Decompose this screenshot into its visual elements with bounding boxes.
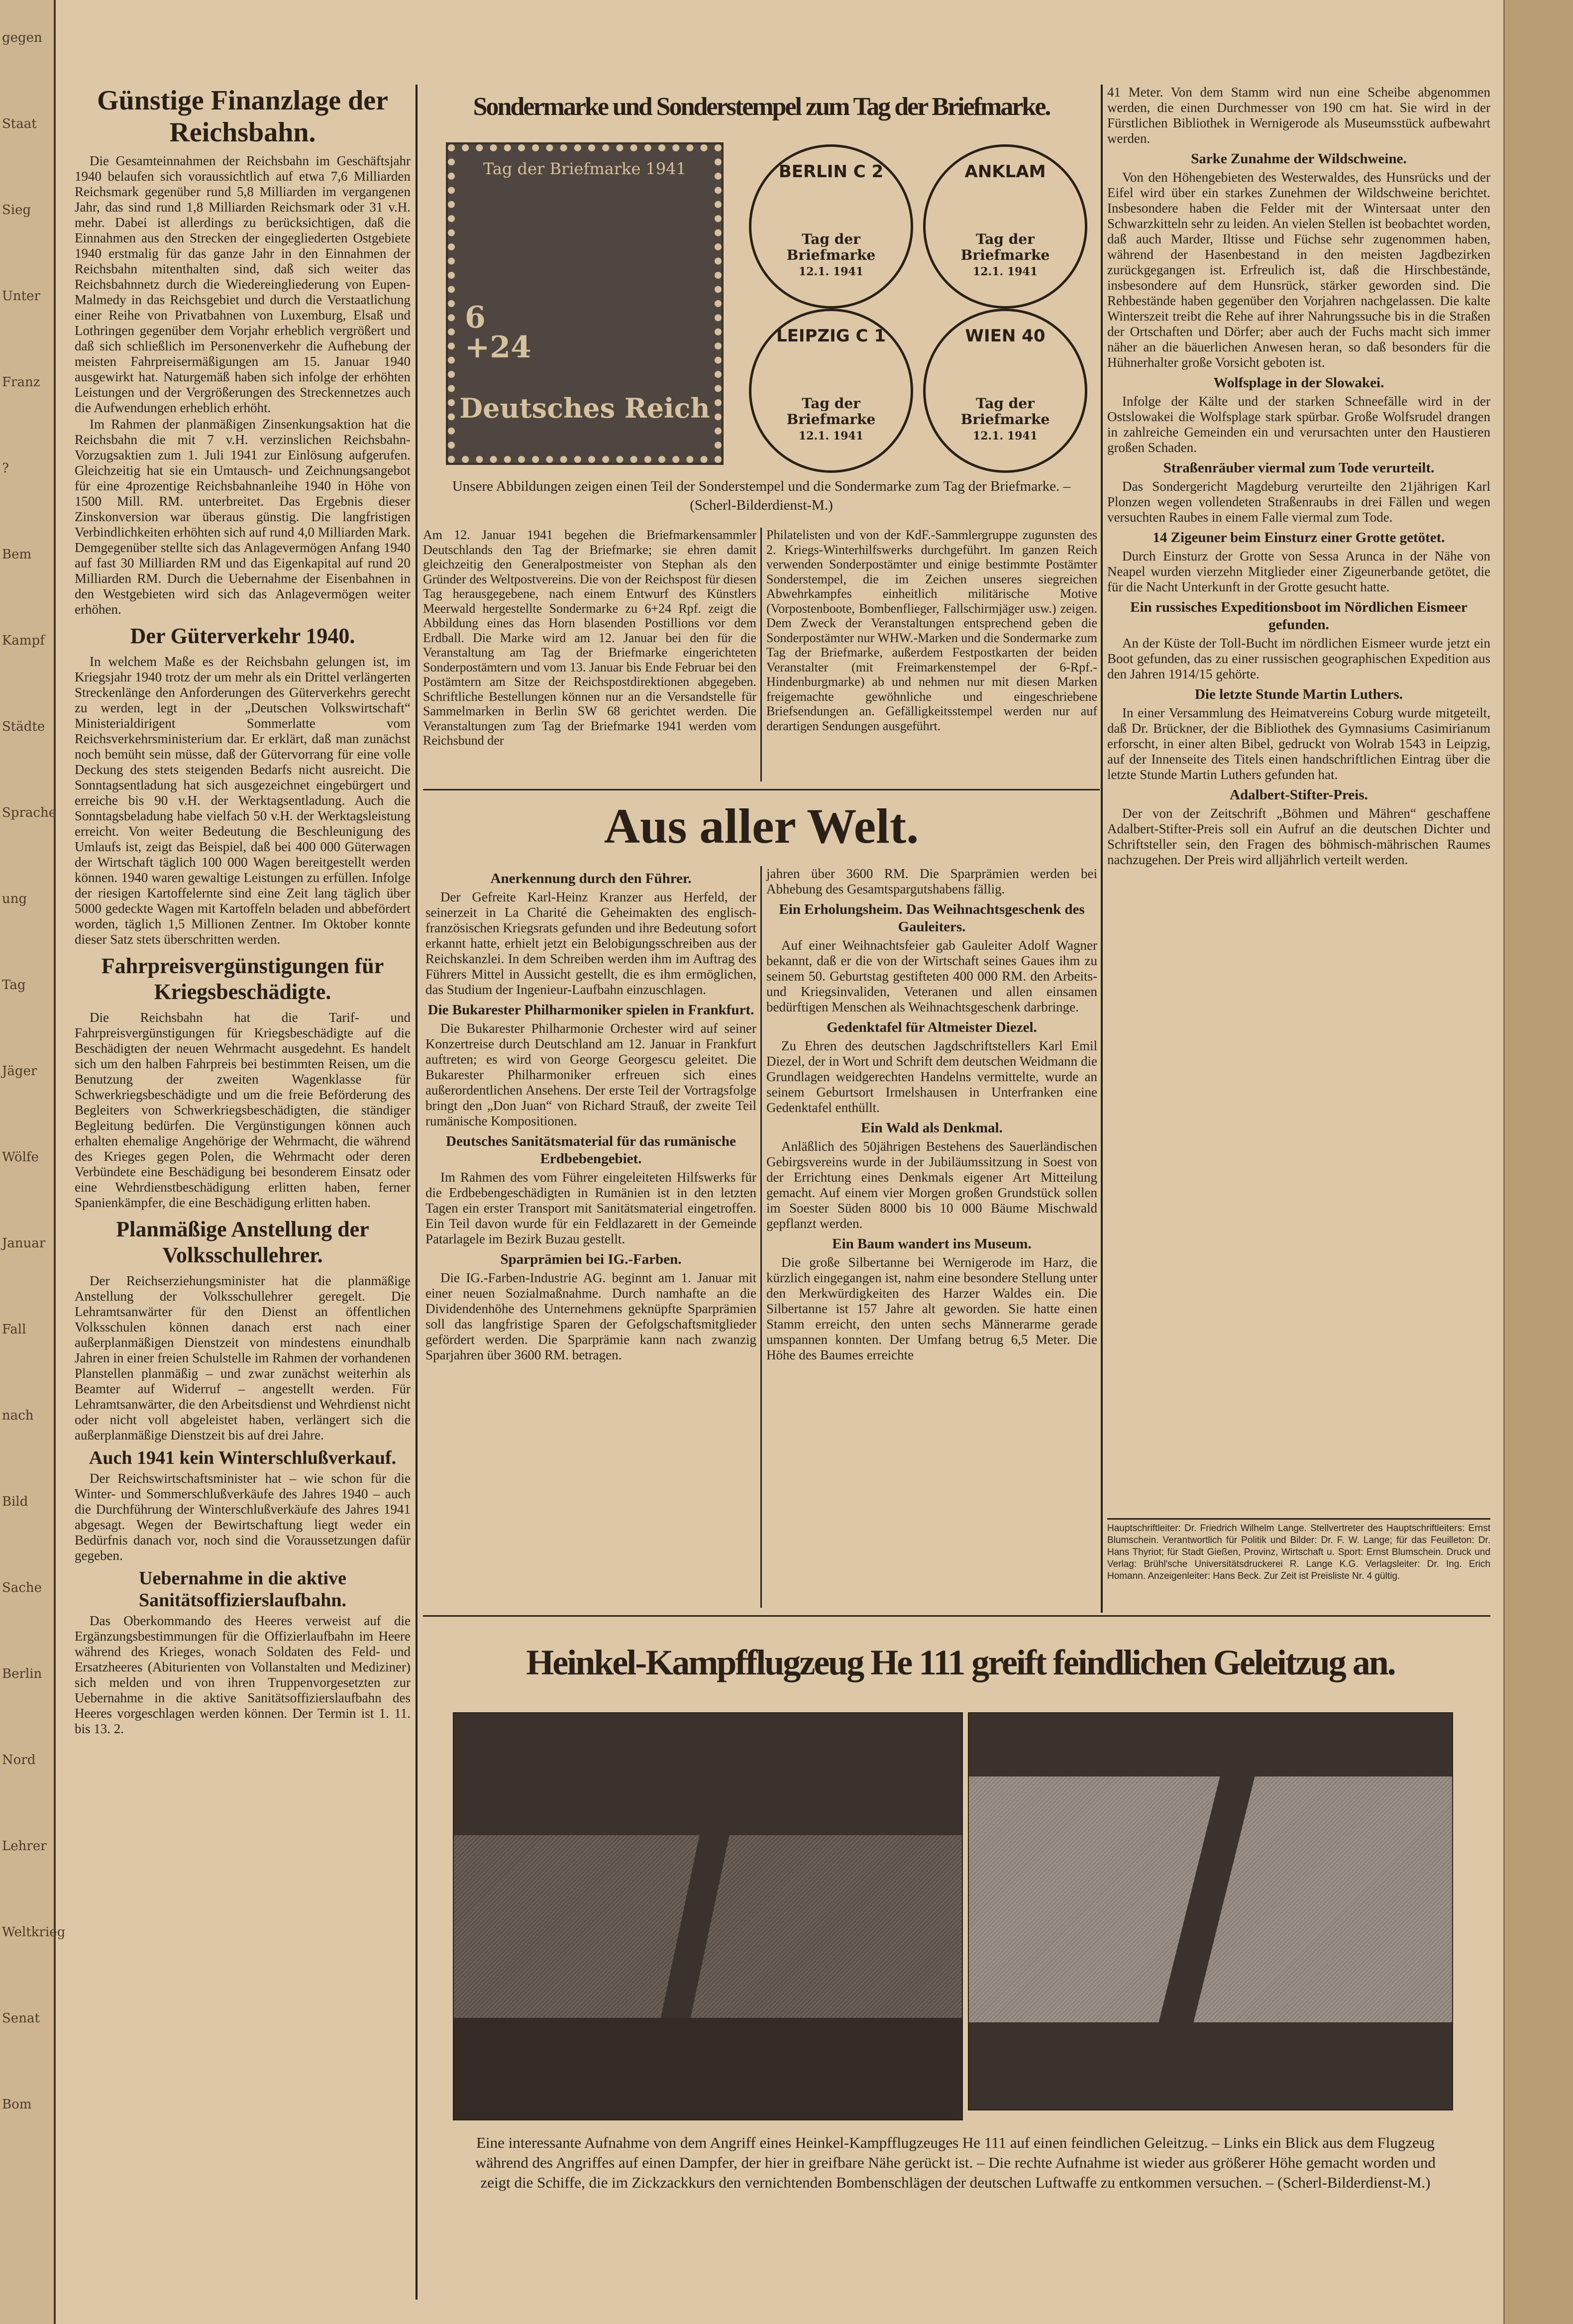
adjacent-page-edge — [0, 0, 66, 2324]
article-text: An der Küste der Toll-Bucht im nördlichen Eismeer wurde jetzt ein Boot gefunden, das zu einer russischen geographischen Expedition aus den Jahren 1914/15 gehörte. — [1107, 636, 1490, 681]
fragment: Lehrer — [2, 1839, 47, 1854]
article-heading: Ein Erholungsheim. Das Weihnachtsgeschenk des Gauleiters. — [779, 901, 1085, 935]
fragment: Jäger — [2, 1064, 37, 1079]
headline-winterschluss: Auch 1941 kein Winterschlußverkauf. — [89, 1447, 397, 1468]
photo-attack-right — [968, 1712, 1453, 2110]
article-heading: Sarke Zunahme der Wildschweine. — [1191, 151, 1407, 167]
article-text: Zu Ehren des deutschen Jagdschriftstellers Karl Emil Diezel, der in Wort und Schrift dem deutschen Weidmann die Grundlagen weidgerechten Handelns vermittelte, wurde an seinem Geburtsort Irmelshausen in Unterfranken eine Gedenktafel enthüllt. — [766, 1038, 1097, 1115]
article-text: Die IG.-Farben-Industrie AG. beginnt am 1. Januar mit einer neuen Sozialmaßnahme. Durch namhafte an die Dividendenhöhe des Unternehmens geknüpfte Sparprämien soll das langfristige Sparen der Gefolgschaftsmitglieder gefördert werden. Die Sparprämie kann nach zwanzig Sparjahren über 3600 RM. betragen. — [425, 1270, 756, 1362]
headline-gueterverkehr: Der Güterverkehr 1940. — [130, 624, 355, 648]
fragment: Fall — [2, 1322, 26, 1337]
headline-finanzlage: Günstige Finanzlage der Reichsbahn. — [97, 85, 388, 148]
fragment: Januar — [2, 1236, 46, 1251]
stamp-bottom-text: Deutsches Reich — [459, 392, 710, 424]
fragment: Bem — [2, 547, 32, 562]
fragment: Staat — [2, 116, 37, 131]
article-heading: Ein russisches Expeditionsboot im Nördlichen Eismeer gefunden. — [1130, 599, 1468, 633]
fragment: Nord — [2, 1753, 36, 1768]
fragment: Kampf — [2, 633, 45, 648]
fragment: Unter — [2, 289, 40, 304]
stamp-value: 6 +24 — [465, 300, 531, 365]
column-rule — [416, 85, 418, 2300]
stamp-text-a: Am 12. Januar 1941 begehen die Briefmarkensammler Deutschlands den Tag der Briefmarke; sie ehren damit gleichzeitig den Generalpostmeister von Stephan als den Gründer des Weltpostvereins. Die von der Reichspost für diesen Tag herausgegebene, nach einem Entwurf des Künstlers Meerwald hergestellte Sondermarke zu 6+24 Rpf. zeigt die Abbildung eines das Horn blasenden Postillions vor dem Erdball. Die Marke wird am 12. Januar bei den für die Veranstaltung am Tag der Briefmarke eingerichteten Sonderpostämtern und vom 13. Januar bis Ende Februar bei den Postämtern am Sitze der Reichspostdirektionen abgegeben. Schriftliche Bestellungen können nur an die Versandstelle für Sammelmarken in Berlin SW 68 gerichtet werden. Die Veranstaltungen zum Tag der Briefmarke 1941 werden vom Reichsbund der — [423, 528, 756, 748]
fragment: Bild — [2, 1494, 28, 1509]
section-rule — [423, 1615, 1490, 1617]
article-text: Durch Einsturz der Grotte von Sessa Arunca in der Nähe von Neapel wurden vierzehn Mitglieder einer Zigeunerbande getötet, die für die Nacht Unterkunft in der Grotte gesucht hatte. — [1107, 549, 1490, 594]
paragraph: Im Rahmen der planmäßigen Zinsenkungsaktion hat die Reichsbahn die mit 7 v.H. verzinslichen Reichsbahn-Vorzugsaktien zum 1. Juli 1941 zur Einlösung aufgerufen. Gleichzeitig hat sie ein Umtausch- und Zeichnungsangebot für eine 4prozentige Reichsbahnanleihe 1940 in Höhe von 1500 Mill. RM. unterbreitet. Das Ergebnis dieser Zinskonversion war überaus günstig. Die langfristigen Verbindlichkeiten erhöhten sich auf rund 4,0 Milliarden Mark. Demgegenüber stellte sich das Anlagevermögen Anfang 1940 auf fast 30 Milliarden RM und das Eigenkapital auf rund 20 Milliarden RM. Durch die Uebernahme der Eisenbahnen in den Westgebieten wird sich das Anlagevermögen weiter erhöhen. — [75, 417, 411, 617]
article-text: Anläßlich des 50jährigen Bestehens des Sauerländischen Gebirgsvereins wurde in der Jubiläumssitzung in Soest von der Errichtung eines Denkmals eigener Art Mitteilung gemacht. Auf einem vier Morgen großen Grundstück sollen im Soester Süden 8000 bis 10 000 Bäume Mischwald gepflanzt werden. — [766, 1139, 1097, 1231]
article-heading: Ein Wald als Denkmal. — [861, 1120, 1003, 1136]
binding-edge — [1503, 0, 1573, 2324]
fragment: ? — [2, 461, 9, 476]
stamp-text-b: Philatelisten und von der KdF.-Sammlergruppe zugunsten des 2. Kriegs-Winterhilfswerks durchgeführt. Im ganzen Reich verwenden Sonderpostämter und einige bestimmte Postämter Sonderstempel, die im Zeichen unseres siegreichen Abwehrkampfes einheitlich militärische Motive (Vorpostenboote, Bombenflieger, Fallschirmjäger usw.) zeigen. Dem Zweck der Veranstaltungen entsprechend geben die Sonderpostämter nur WHW.-Marken und die Sondermarke zum Tag der Briefmarke, außerdem Festpostkarten der beiden Veranstalter (mit Freimarkenstempel der 6-Rpf.-Hindenburgmarke) ab und nehmen nur mit diesen Marken freigemachte gewöhnliche und eingeschriebene Briefsendungen an. Gefälligkeitsstempel werden nur auf derartigen Sendungen ausgeführt. — [766, 528, 1098, 733]
fragment: Franz — [2, 375, 40, 390]
article-heading: Die letzte Stunde Martin Luthers. — [1194, 686, 1403, 702]
photo-attack-left — [453, 1712, 963, 2120]
article-heading: Die Bukarester Philharmoniker spielen in Frankfurt. — [427, 1002, 754, 1018]
stamp-caption: Unsere Abbildungen zeigen einen Teil der Sonderstempel und die Sondermarke zum Tag der Briefmarke. – (Scherl-Bilderdienst-M.) — [452, 478, 1071, 513]
article-text: Infolge der Kälte und der starken Schneefälle wird in der Ostslowakei die Wolfsplage stark spürbar. Große Wolfsrudel drangen in zahlreiche Gemeinden ein und verursachten unter den Haustieren großen Schaden. — [1107, 394, 1490, 455]
article-text: Das Sondergericht Magdeburg verurteilte den 21jährigen Karl Plonzen wegen vollendeten Straßenraubs in drei Fällen und wegen versuchten Raubes in einem Falle viermal zum Tode. — [1107, 479, 1490, 525]
article-heading: Gedenktafel für Altmeister Diezel. — [827, 1019, 1037, 1035]
column-rule — [760, 866, 762, 1608]
heinkel-caption: Eine interessante Aufnahme von dem Angriff eines Heinkel-Kampfflugzeuges He 111 auf einen feindlichen Geleitzug. – Links ein Blick aus dem Flugzeug während des Angriffes auf einen Dampfer, der hier in greifbare Nähe gerückt ist. – Die rechte Aufnahme ist wieder aus größerer Höhe gemacht worden und zeigt die Schiffe, die im Zickzackkurs den vernichtenden Bombenschlägen der deutschen Luftwaffe zu entkommen versuchen. – (Scherl-Bilderdienst-M.) — [475, 2134, 1436, 2191]
postmark-wien: WIEN 40 Tag der Briefmarke 12.1. 1941 — [923, 309, 1087, 473]
paragraph: 41 Meter. Von dem Stamm wird nun eine Scheibe abgenommen werden, die einen Durchmesser von 190 cm hat. Sie wird in der Fürstlichen Bibliothek in Wernigerode als Museumsstück aufbewahrt werden. — [1107, 85, 1490, 146]
article-heading: Straßenräuber viermal zum Tode verurteilt. — [1163, 460, 1435, 476]
postmark-leipzig: LEIPZIG C 1 Tag der Briefmarke 12.1. 1941 — [749, 309, 913, 473]
article-heading: Wolfsplage in der Slowakei. — [1213, 375, 1384, 391]
article-text: jahren über 3600 RM. Die Sparprämien werden bei Abhebung des Gesamtspargutshabens fällig. — [766, 866, 1097, 896]
stamp-image — [448, 144, 722, 463]
stamp-top-text: Tag der Briefmarke 1941 — [483, 159, 686, 178]
article-heading: Anerkennung durch den Führer. — [490, 871, 692, 886]
column-left — [75, 85, 411, 1738]
fragment: Sprache — [2, 805, 57, 820]
headline-sondermarke: Sondermarke und Sonderstempel zum Tag der Briefmarke. — [473, 93, 1050, 121]
headline-heinkel: Heinkel-Kampfflugzeug He 111 greift feindlichen Geleitzug an. — [526, 1643, 1395, 1682]
article-heading: Ein Baum wandert ins Museum. — [832, 1236, 1032, 1252]
fragment: ung — [2, 891, 27, 906]
paragraph: Der Reichserziehungsminister hat die planmäßige Anstellung der Volksschullehrer geregelt. Die Lehramtsanwärter für den Dienst an öffentlichen Volksschulen können danach erst nach einer außerplanmäßigen Dienstzeit von mindestens einundhalb Jahren in einer freien Schulstelle im Rahmen der vorhandenen Planstellen planmäßig – und zwar zunächst weiterhin als Beamter auf Widerruf – angestellt werden. Für Lehramtsanwärter, die den Arbeitsdienst und Wehrdienst nicht oder nicht voll abgeleistet haben, verlängert sich die außerplanmäßige Dienstzeit bis auf drei Jahre. — [75, 1273, 411, 1442]
fragment: Bom — [2, 2097, 32, 2112]
fragment: Wölfe — [2, 1150, 39, 1165]
paragraph: Die Gesamteinnahmen der Reichsbahn im Geschäftsjahr 1940 belaufen sich voraussichtlich auf etwa 7,6 Milliarden Reichsmark gegenüber rund 5,8 Milliarden im vergangenen Jahr, das sind rund 1,8 Milliarden Reichsmark oder 31 v.H. mehr. Dabei ist allerdings zu berücksichtigen, daß die Einnahmen aus den Strecken der eingegliederten Ostgebiete 1940 erstmalig für das ganze Jahr in den Einnahmen der Reichsbahn mitenthalten sind, daß sich weiter das Reichsbahnnetz durch die Wiedereingliederung von Eupen-Malmedy in das Reichsgebiet und durch die Verstaatlichung einer Reihe von Privatbahnen von Luxemburg, Elsaß und Lothringen gegenüber dem Vorjahr erheblich vergrößert und daß sich schließlich im Personenverkehr die Aufhebung der meisten Fahrpreisermäßigungen am 15. Januar 1940 ausgewirkt hat. Naturgemäß haben sich infolge der erhöhten Leistungen und der Vergrößerungen des Streckennetzes auch die Aufwendungen erheblich erhöht. — [75, 153, 411, 415]
column-rule — [760, 528, 762, 781]
fragment: nach — [2, 1408, 34, 1423]
postmark-berlin: BERLIN C 2 Tag der Briefmarke 12.1. 1941 — [749, 144, 913, 309]
fragment: Sache — [2, 1580, 42, 1595]
column-rule — [1101, 85, 1103, 1613]
article-text: Von den Höhengebieten des Westerwaldes, des Hunsrücks und der Eifel wird über ein starkes Zunehmen der Wildschweine berichtet. Insbesondere haben die Felder mit der Wintersaat unter den Schwarzkitteln sehr zu leiden. An vielen Stellen ist beobachtet worden, daß auch Marder, Iltisse und Füchse sehr zugenommen haben, während der Hasenbestand in den meisten Jagdbezirken zurückgegangen ist. Erfreulich ist, daß die Hirschbestände, insbesondere auf dem Hunsrück, stärker geworden sind. Die Rehbestände haben gegenüber den Vorjahren nachgelassen. Die kalte Winterszeit treibt die Rehe auf ihrer Nahrungssuche bis in die Straßen der Ortschaften und Dörfer; aber auch der Fuchs macht sich immer näher an die bäuerlichen Anwesen heran, so daß besonders für die Hühnerhalter große Vorsicht geboten ist. — [1107, 170, 1490, 370]
paragraph: Die Reichsbahn hat die Tarif- und Fahrpreisvergünstigungen für Kriegsbeschädigte auf die Beschädigten der neuen Wehrmacht ausgedehnt. Es handelt sich um den halben Fahrpreis bei bestimmten Reisen, um die Benutzung der zweiten Wagenklasse für Schwerkriegsbeschädigte und um die freie Beförderung des Begleiters von Schwerkriegsbeschädigten, die ständiger Begleitung bedürfen. Die Vergünstigungen können auch erhalten ehemalige Angehörige der Wehrmacht, die während des Krieges gegen Polen, die Wehrmacht oder deren Verbündete eine Beschädigung bei besonderem Einsatz oder eine Wehrdienstbeschädigung erlitten haben, ferner Spanienkämpfer, die eine Beschädigung erlitten haben. — [75, 1010, 411, 1210]
column-aus-aller-welt-a — [425, 866, 756, 1364]
article-text: Der Gefreite Karl-Heinz Kranzer aus Herfeld, der seinerzeit in La Charité die Geheimakten des englisch-französischen Kriegsrats gefunden und ihre Bedeutung sofort erkannt hatte, erhielt jetzt ein Belobigungsschreiben aus der Reichskanzlei. In dem Schreiben werden ihm im Auftrag des Führers Mittel in Aussicht gestellt, die es ihm ermöglichen, das Studium der Ingenieur-Laufbahn einzuschlagen. — [425, 889, 756, 997]
headline-sanitaet: Uebernahme in die aktive Sanitätsoffizierslaufbahn. — [139, 1568, 346, 1611]
fragment: Tag — [2, 978, 26, 993]
paragraph: In welchem Maße es der Reichsbahn gelungen ist, im Kriegsjahr 1940 trotz der um mehr als ein Drittel verlängerten Streckenlänge den Anforderungen des Güterverkehrs gerecht zu werden, legt in der „Deutschen Volkswirtschaft“ Ministerialdirigent Sommerlatte vom Reichsverkehrsministerium dar. Er erklärt, daß man zunächst noch bemüht sein müsse, daß der Gütervorrang für eine volle Deckung des stets steigenden Bedarfs nicht ausreicht. Die Sonntagsentladung hat sich ausgezeichnet eingebürgert und erreiche bis 90 v.H. der Werktagsentladung. Auch die Sonntagsbeladung habe vielfach 50 v.H. der Werktagsleistung erreicht. Von weiter Bedeutung die Beschleunigung des Umlaufs ist, zeigt das Beispiel, daß bei 400 000 Güterwagen der Wirtschaft täglich 100 000 Wagen bereitgestellt werden können. 1940 waren gewaltige Leistungen zu erfüllen. Infolge der riesigen Kartoffelernte sind eine Zeit lang täglich über 5000 gedeckte Wagen mit Kartoffeln beladen und abbefördert worden, täglich 1,5 Millionen Zentner. Im Oktober konnte dieser Satz stets überschritten werden. — [75, 654, 411, 947]
fragment: Weltkrieg — [2, 1925, 66, 1940]
article-text: In einer Versammlung des Heimatvereins Coburg wurde mitgeteilt, daß Dr. Brückner, der die Bibliothek des Gymnasiums Casimirianum erforscht, in einer alten Bibel, gedruckt von Wolrab 1543 in Leipzig, auf der Innenseite des Titels einen handschriftlichen Eintrag über die letzte Stunde Martin Luthers gefunden hat. — [1107, 705, 1490, 782]
fragment: gegen — [2, 30, 42, 45]
paragraph: Das Oberkommando des Heeres verweist auf die Ergänzungsbestimmungen für die Offizierlaufbahn im Heere während des Krieges, wonach Soldaten des Feld- und Ersatzheeres (Abiturienten von Vollanstalten und Mediziner) sich melden und von ihren Truppenvorgesetzten zur Uebernahme in die aktive Sanitätsoffizierslaufbahn des Heeres vorgeschlagen werden können. Der Termin ist 1. 11. bis 13. 2. — [75, 1613, 411, 1736]
section-rule — [423, 789, 1100, 790]
article-text: Auf einer Weihnachtsfeier gab Gauleiter Adolf Wagner bekannt, daß er die von der Wirtschaft seines Gaues ihm zu seinem 50. Geburtstag gestifteten 400 000 RM. den Arbeits- und Kriegsinvaliden, Veteranen und allen einsamen bedürftigen Menschen als Weihnachtsgeschenk darbringe. — [766, 938, 1097, 1014]
article-heading: Deutsches Sanitätsmaterial für das rumänische Erdbebengebiet. — [446, 1133, 736, 1167]
headline-volksschullehrer: Planmäßige Anstellung der Volksschullehrer. — [116, 1217, 369, 1267]
fragment: Städte — [2, 719, 45, 734]
column-aus-aller-welt-b — [766, 866, 1097, 1364]
fragment: Senat — [2, 2011, 40, 2026]
article-heading: 14 Zigeuner beim Einsturz einer Grotte getötet. — [1153, 530, 1445, 546]
article-text: Der von der Zeitschrift „Böhmen und Mähren“ geschaffene Adalbert-Stifter-Preis soll ein Aufruf an die deutschen Dichter und Schriftsteller sein, den Fragen des böhmisch-mährischen Raumes nachzugehen. Der Preis wird alljährlich verteilt werden. — [1107, 806, 1490, 867]
fragment: Sieg — [2, 203, 31, 218]
headline-fahrpreis: Fahrpreisvergünstigungen für Kriegsbeschädigte. — [101, 954, 384, 1004]
article-heading: Adalbert-Stifter-Preis. — [1230, 787, 1368, 803]
postmark-anklam: ANKLAM Tag der Briefmarke 12.1. 1941 — [923, 144, 1087, 309]
headline-aus-aller-welt: Aus aller Welt. — [604, 798, 919, 854]
article-text: Die Bukarester Philharmonie Orchester wird auf seiner Konzertreise durch Deutschland am 12. Januar in Frankfurt auftreten; es wird von George Georgescu geleitet. Die Bukarester Philharmoniker erfreuen sich eines außerordentlichen Ansehens. Der erste Teil der Vortragsfolge bringt den „Don Juan“ von Richard Strauß, der zweite Teil rumänische Kompositionen. — [425, 1021, 756, 1128]
article-heading: Sparprämien bei IG.-Farben. — [500, 1251, 682, 1267]
article-text: Die große Silbertanne bei Wernigerode im Harz, die kürzlich eingegangen ist, nahm eine besondere Stellung unter den Merkwürdigkeiten des Harzer Waldes ein. Die Silbertanne ist 157 Jahre alt geworden. Sie hatte einen Stamm erreicht, den unten sechs Männerarme gerade umspannen konnten. Der Umfang betrug 6,5 Meter. Die Höhe des Baumes erreichte — [766, 1255, 1097, 1362]
paragraph: Der Reichswirtschaftsminister hat – wie schon für die Winter- und Sommerschlußverkäufe des Jahres 1940 – auch die Durchführung der Winterschlußverkäufe des Jahres 1941 abgesagt. Wegen der Bewirtschaftung liegt weder ein Bedürfnis danach vor, noch sind die Voraussetzungen dafür gegeben. — [75, 1471, 411, 1563]
fragment: Berlin — [2, 1666, 42, 1681]
imprint: Hauptschriftleiter: Dr. Friedrich Wilhelm Lange. Stellvertreter des Hauptschriftleiters: Ernst Blumschein. Verantwortlich für Politik und Bilder: Dr. F. W. Lange; für das Feuilleton: Dr. Hans Thyriot; für Stadt Gießen, Provinz, Wirtschaft u. Sport: Ernst Blumschein. Druck und Verlag: Brühl'sche Universitätsdruckerei R. Lange K.G. Verlagsleiter: Dr. Ing. Erich Homann. Anzeigenleiter: Hans Beck. Zur Zeit ist Preisliste Nr. 4 gültig. — [1107, 1518, 1490, 1582]
article-text: Im Rahmen des vom Führer eingeleiteten Hilfswerks für die Erdbebengeschädigten in Rumänien ist in den letzten Tagen ein erster Transport mit Sanitätsmaterial eingetroffen. Ein Teil davon wurde für ein Feldlazarett in der Gemeinde Patarlagele im Bezirk Buzau gestellt. — [425, 1170, 756, 1246]
column-right — [1107, 85, 1490, 869]
